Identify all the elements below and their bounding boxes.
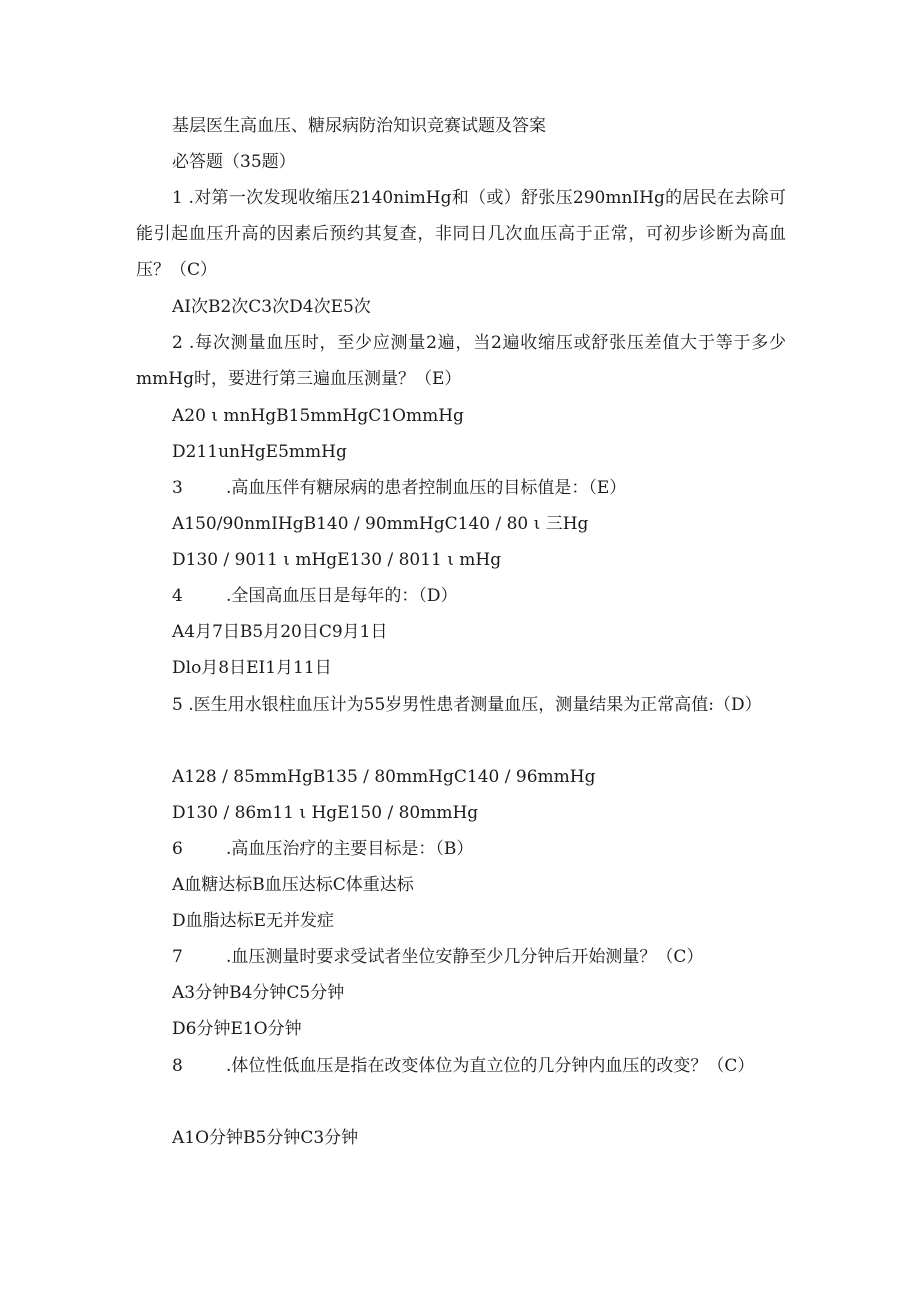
question-2-options-b: D211unHgE5mmHg — [172, 442, 347, 462]
question-6-body: .高血压治疗的主要目标是：（B） — [226, 839, 474, 859]
question-3-text — [172, 476, 626, 500]
question-2-options-a: A20 ι mnHgB15mmHgC1OmmHg — [172, 406, 464, 426]
question-6-text — [172, 837, 473, 861]
question-6-options-b: D血脂达标E无并发症 — [172, 911, 335, 931]
question-4-number: 4 — [172, 586, 183, 606]
question-6-number: 6 — [172, 839, 183, 859]
question-7-options-b: D6分钟E1O分钟 — [172, 1019, 302, 1039]
question-8-number: 8 — [172, 1056, 183, 1076]
question-7-text — [172, 945, 703, 969]
question-8-text — [172, 1048, 786, 1084]
question-1-text: 1 .对第一次发现收缩压2140nimHg和（或）舒张压290mnIHg的居民在去除可能引起血压升高的因素后预约其复查，非同日几次血压高于正常，可初步诊断为高血压？（C） — [136, 188, 786, 280]
question-5-options-a: A128 / 85mmHgB135 / 80mmHgC140 / 96mmHg — [172, 767, 596, 787]
question-7-number: 7 — [172, 947, 183, 967]
question-7-options-a: A3分钟B4分钟C5分钟 — [172, 983, 345, 1003]
question-4-options-b: Dlo月8日EI1月11日 — [172, 658, 332, 678]
question-4-body: .全国高血压日是每年的：（D） — [226, 586, 458, 606]
question-2-text: 2 .每次测量血压时，至少应测量2遍，当2遍收缩压或舒张压差值大于等于多少mmHg时，要进行第三遍血压测量？（E） — [136, 333, 786, 389]
question-8-body: .体位性低血压是指在改变体位为直立位的几分钟内血压的改变？（C） — [226, 1056, 755, 1076]
question-6-options-a: A血糖达标B血压达标C体重达标 — [172, 875, 414, 895]
question-1-options: AI次B2次C3次D4次E5次 — [172, 297, 371, 317]
question-4-text — [172, 584, 458, 608]
question-4-options-a: A4月7日B5月20日C9月1日 — [172, 622, 388, 642]
document-title: 基层医生高血压、糖尿病防治知识竞赛试题及答案 — [172, 116, 546, 136]
question-3-options-b: D130 / 9011 ι mHgE130 / 8011 ι mHg — [172, 550, 502, 570]
section-heading: 必答题（35题） — [172, 152, 296, 172]
question-5-text: 5 .医生用水银柱血压计为55岁男性患者测量血压，测量结果为正常高值:（D） — [172, 695, 762, 715]
question-3-number: 3 — [172, 478, 183, 498]
question-7-body: .血压测量时要求受试者坐位安静至少几分钟后开始测量？（C） — [226, 947, 704, 967]
question-8-options-a: A1O分钟B5分钟C3分钟 — [172, 1128, 359, 1148]
question-5-options-b: D130 / 86m11 ι HgE150 / 80mmHg — [172, 803, 479, 823]
question-3-body: .高血压伴有糖尿病的患者控制血压的目标值是：（E） — [226, 478, 627, 498]
question-3-options-a: A150/90nmIHgB140 / 90mmHgC140 / 80 ι 三Hg — [172, 514, 589, 534]
